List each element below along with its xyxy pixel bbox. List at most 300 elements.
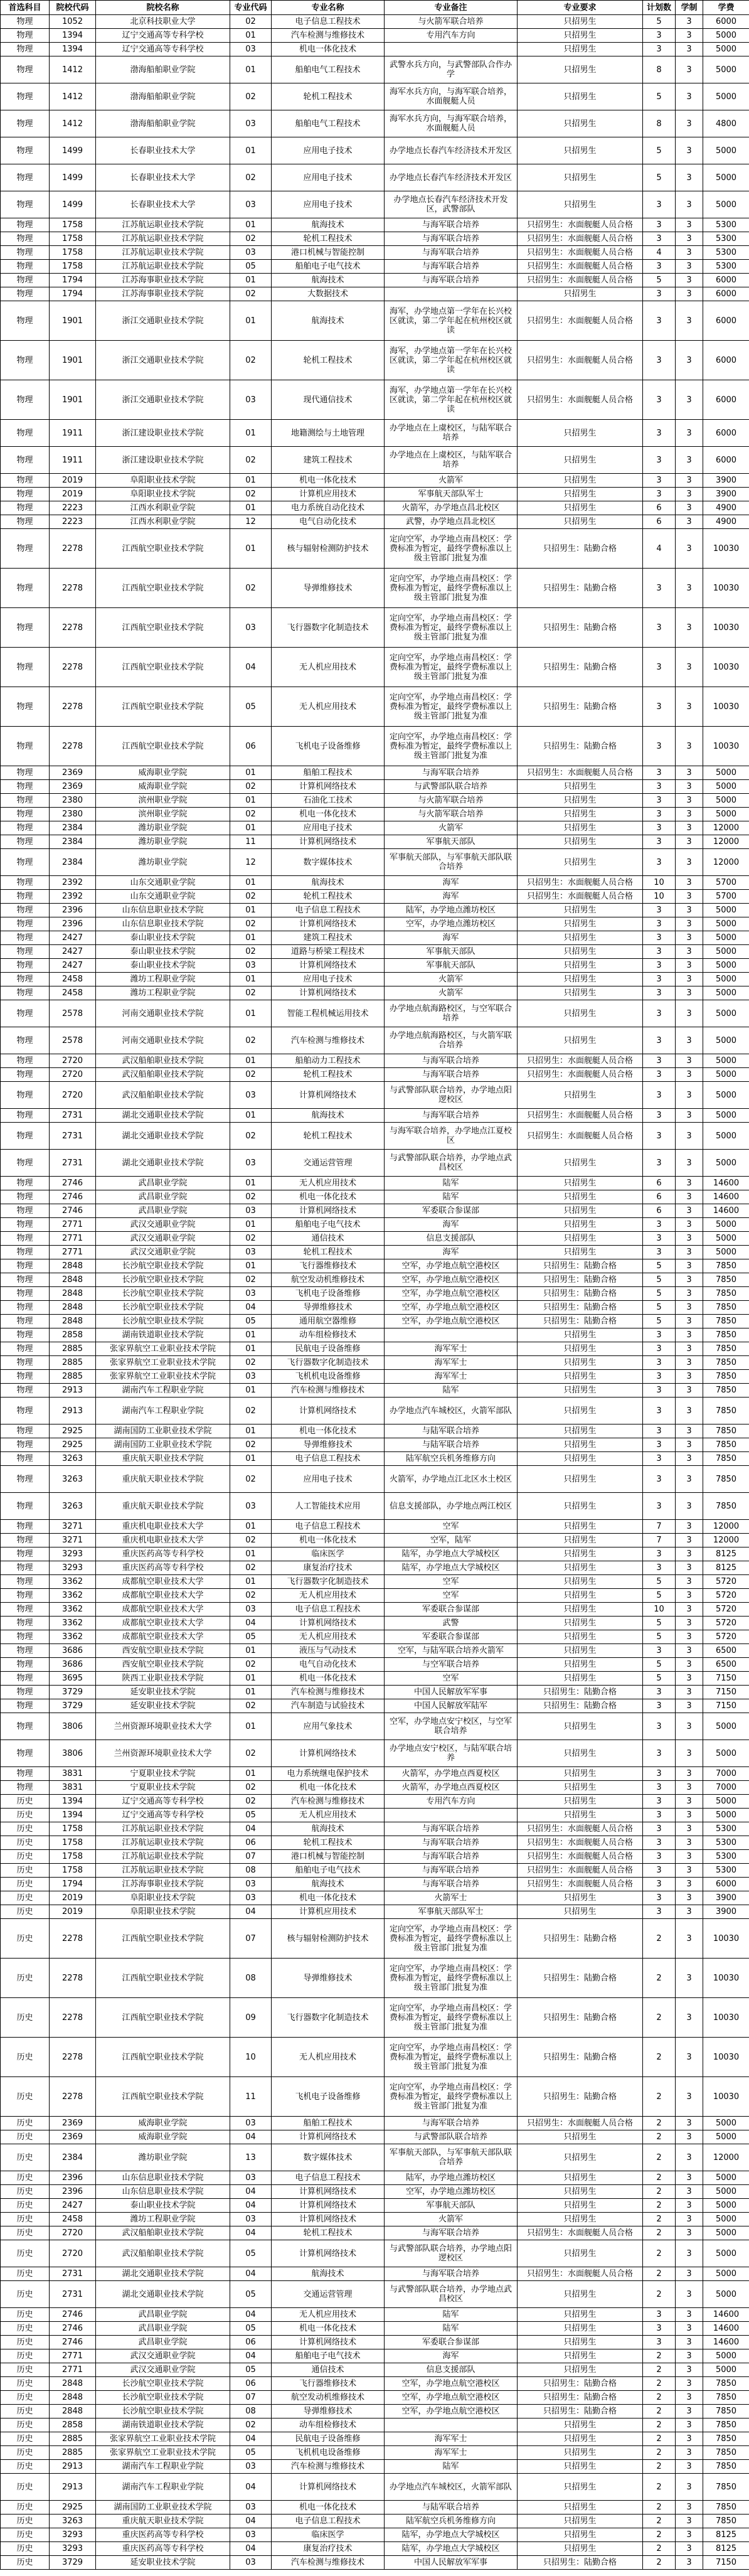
cell-major-requirement: 只招男生：陆勤合格 <box>518 1998 643 2038</box>
cell-duration: 3 <box>676 43 703 56</box>
cell-major-code: 01 <box>230 1452 272 1466</box>
cell-major-requirement: 只招男生：陆勤合格 <box>518 727 643 766</box>
cell-school-name: 浙江交通职业技术学院 <box>96 301 230 341</box>
cell-major-requirement: 只招男生 <box>518 1561 643 1575</box>
cell-subject: 历史 <box>1 2322 50 2336</box>
cell-tuition: 7850 <box>703 1287 749 1301</box>
cell-school-name: 武汉船舶职业技术学院 <box>96 1054 230 1068</box>
cell-tuition: 7850 <box>703 2377 749 2391</box>
cell-major-code: 02 <box>230 1398 272 1424</box>
cell-major-code: 01 <box>230 218 272 232</box>
cell-duration: 3 <box>676 1398 703 1424</box>
cell-major-note <box>385 43 518 56</box>
cell-duration: 3 <box>676 301 703 341</box>
cell-school-code: 1794 <box>50 274 96 287</box>
table-row <box>1 2515 749 2528</box>
cell-major-code: 12 <box>230 515 272 529</box>
cell-school-code: 2771 <box>50 1218 96 1232</box>
cell-tuition: 5000 <box>703 2226 749 2240</box>
cell-major-name: 机电一体化技术 <box>272 43 385 56</box>
cell-major-note: 定向空军，办学地点南昌校区：学费标准为暂定，最终学费标准以上级主管部门批复为准 <box>385 529 518 569</box>
cell-major-note: 定向空军，办学地点南昌校区：学费标准为暂定，最终学费标准以上级主管部门批复为准 <box>385 727 518 766</box>
cell-school-name: 江西航空职业技术学院 <box>96 608 230 648</box>
cell-major-code: 05 <box>230 1315 272 1328</box>
cell-subject: 物理 <box>1 1781 50 1795</box>
table-row <box>1 727 749 766</box>
cell-major-note: 火箭军，办学地点西夏校区 <box>385 1781 518 1795</box>
cell-major-code: 13 <box>230 2144 272 2171</box>
cell-subject: 物理 <box>1 232 50 246</box>
cell-school-code: 2771 <box>50 2363 96 2377</box>
cell-school-code: 2720 <box>50 1054 96 1068</box>
table-row <box>1 501 749 515</box>
cell-major-code: 03 <box>230 1150 272 1177</box>
cell-plan-count: 3 <box>643 727 676 766</box>
cell-major-requirement: 只招男生 <box>518 287 643 301</box>
cell-school-name: 江西航空职业技术学院 <box>96 569 230 608</box>
cell-major-code: 08 <box>230 2405 272 2418</box>
cell-major-requirement: 只招男生 <box>518 2501 643 2515</box>
cell-tuition: 7850 <box>703 2474 749 2501</box>
cell-plan-count: 2 <box>643 2185 676 2199</box>
cell-subject: 物理 <box>1 648 50 687</box>
cell-school-code: 3729 <box>50 1686 96 1699</box>
cell-tuition: 5000 <box>703 56 749 83</box>
table-row <box>1 164 749 191</box>
cell-major-note: 空军 <box>385 1520 518 1534</box>
cell-subject: 历史 <box>1 1878 50 1891</box>
cell-major-code: 01 <box>230 1342 272 1356</box>
cell-plan-count: 3 <box>643 1109 676 1123</box>
cell-major-requirement: 只招男生：陆勤合格 <box>518 1301 643 1315</box>
cell-major-name: 船舶动力工程技术 <box>272 1054 385 1068</box>
cell-duration: 3 <box>676 2501 703 2515</box>
cell-subject: 历史 <box>1 2528 50 2542</box>
cell-tuition: 7850 <box>703 2418 749 2432</box>
cell-school-name: 湖南铁道职业技术学院 <box>96 2418 230 2432</box>
cell-major-name: 汽车检测与维修技术 <box>272 1795 385 1809</box>
cell-school-name: 江西航空职业技术学院 <box>96 648 230 687</box>
cell-major-requirement: 只招男生 <box>518 1547 643 1561</box>
cell-plan-count: 3 <box>643 973 676 986</box>
cell-major-note: 与海军联合培养 <box>385 2226 518 2240</box>
cell-tuition: 7850 <box>703 2446 749 2460</box>
cell-major-name: 轮机工程技术 <box>272 1123 385 1150</box>
cell-tuition: 7150 <box>703 1699 749 1713</box>
cell-plan-count: 3 <box>643 260 676 274</box>
cell-major-code: 04 <box>230 2199 272 2213</box>
cell-major-code: 02 <box>230 945 272 959</box>
cell-major-note: 海军 <box>385 931 518 945</box>
cell-school-name: 延安职业技术学院 <box>96 1699 230 1713</box>
cell-duration: 3 <box>676 2322 703 2336</box>
cell-major-requirement: 只招男生 <box>518 137 643 164</box>
cell-school-code: 1052 <box>50 15 96 29</box>
table-row <box>1 569 749 608</box>
cell-major-requirement: 只招男生 <box>518 1603 643 1617</box>
cell-school-name: 重庆医药高等专科学校 <box>96 1547 230 1561</box>
cell-duration: 3 <box>676 608 703 648</box>
cell-tuition: 5000 <box>703 780 749 794</box>
cell-school-name: 武汉交通职业学院 <box>96 2363 230 2377</box>
cell-school-name: 陕西工业职业技术学院 <box>96 1672 230 1686</box>
cell-major-code: 01 <box>230 301 272 341</box>
cell-plan-count: 3 <box>643 2322 676 2336</box>
cell-plan-count: 2 <box>643 2556 676 2570</box>
cell-plan-count: 2 <box>643 2542 676 2556</box>
cell-major-code: 01 <box>230 529 272 569</box>
cell-major-code: 03 <box>230 43 272 56</box>
cell-subject: 物理 <box>1 1452 50 1466</box>
cell-major-name: 动车组检修技术 <box>272 1328 385 1342</box>
cell-school-code: 3362 <box>50 1589 96 1603</box>
cell-school-code: 2731 <box>50 1150 96 1177</box>
cell-major-code: 01 <box>230 766 272 780</box>
header-row <box>1 1 749 15</box>
cell-school-code: 3686 <box>50 1658 96 1672</box>
cell-tuition: 5300 <box>703 1864 749 1878</box>
cell-major-requirement: 只招男生 <box>518 2418 643 2432</box>
cell-school-name: 辽宁交通高等专科学校 <box>96 43 230 56</box>
cell-subject: 物理 <box>1 917 50 931</box>
cell-duration: 3 <box>676 2377 703 2391</box>
cell-tuition: 8125 <box>703 2528 749 2542</box>
cell-plan-count: 3 <box>643 1836 676 1850</box>
cell-tuition: 5000 <box>703 1150 749 1177</box>
cell-tuition: 5000 <box>703 2130 749 2144</box>
cell-major-name: 现代通信技术 <box>272 380 385 420</box>
cell-duration: 3 <box>676 1287 703 1301</box>
cell-school-name: 重庆航天职业技术学院 <box>96 1452 230 1466</box>
cell-school-name: 江西航空职业技术学院 <box>96 687 230 727</box>
cell-school-code: 3271 <box>50 1520 96 1534</box>
cell-major-requirement: 只招男生 <box>518 2144 643 2171</box>
cell-subject: 物理 <box>1 1561 50 1575</box>
cell-school-code: 3263 <box>50 1452 96 1466</box>
cell-school-code: 3293 <box>50 1547 96 1561</box>
cell-major-note: 陆军航空兵机务维修方向 <box>385 2515 518 2528</box>
table-row <box>1 2432 749 2446</box>
cell-major-code: 03 <box>230 2501 272 2515</box>
table-row <box>1 1561 749 1575</box>
cell-tuition: 5000 <box>703 2349 749 2363</box>
cell-major-requirement: 只招男生 <box>518 1713 643 1740</box>
cell-subject: 历史 <box>1 2515 50 2528</box>
cell-major-note: 中国人民解放军军事 <box>385 1686 518 1699</box>
cell-plan-count: 3 <box>643 687 676 727</box>
cell-major-requirement: 只招男生 <box>518 2432 643 2446</box>
table-row <box>1 821 749 835</box>
cell-major-requirement: 只招男生 <box>518 1424 643 1438</box>
cell-major-note: 火箭军，办学地点西夏校区 <box>385 1767 518 1781</box>
cell-school-code: 3729 <box>50 2556 96 2570</box>
header-major-requirement: 专业要求 <box>518 1 643 15</box>
cell-major-requirement: 只招男生 <box>518 2336 643 2349</box>
cell-major-requirement: 只招男生 <box>518 2363 643 2377</box>
cell-tuition: 5300 <box>703 218 749 232</box>
cell-major-requirement: 只招男生 <box>518 110 643 137</box>
table-row <box>1 945 749 959</box>
cell-tuition: 12000 <box>703 849 749 876</box>
cell-school-name: 武昌职业学院 <box>96 1177 230 1190</box>
cell-duration: 3 <box>676 1534 703 1547</box>
cell-major-name: 航海技术 <box>272 1109 385 1123</box>
header-school-code: 院校代码 <box>50 1 96 15</box>
cell-tuition: 5000 <box>703 83 749 110</box>
cell-school-code: 2427 <box>50 959 96 973</box>
cell-school-code: 2384 <box>50 849 96 876</box>
cell-school-code: 2278 <box>50 529 96 569</box>
cell-tuition: 7000 <box>703 1781 749 1795</box>
cell-subject: 物理 <box>1 1123 50 1150</box>
cell-school-name: 渤海船舶职业学院 <box>96 56 230 83</box>
cell-subject: 历史 <box>1 2556 50 2570</box>
cell-plan-count: 3 <box>643 986 676 1000</box>
cell-major-requirement: 只招男生 <box>518 1534 643 1547</box>
table-row <box>1 1328 749 1342</box>
cell-duration: 3 <box>676 986 703 1000</box>
cell-major-note: 与海军联合培养 <box>385 218 518 232</box>
cell-major-name: 无人机应用技术 <box>272 1809 385 1822</box>
cell-major-name: 导弹维修技术 <box>272 1438 385 1452</box>
cell-subject: 历史 <box>1 1959 50 1998</box>
cell-major-code: 01 <box>230 137 272 164</box>
cell-plan-count: 4 <box>643 529 676 569</box>
cell-major-code: 09 <box>230 1998 272 2038</box>
cell-school-name: 江西航空职业技术学院 <box>96 2077 230 2117</box>
cell-major-requirement: 只招男生：水面舰艇人员合格 <box>518 1109 643 1123</box>
cell-major-note: 海军 <box>385 890 518 904</box>
cell-school-name: 武汉交通职业学院 <box>96 1246 230 1259</box>
cell-major-note: 陆军 <box>385 2322 518 2336</box>
cell-duration: 3 <box>676 931 703 945</box>
cell-major-code: 03 <box>230 959 272 973</box>
cell-plan-count: 10 <box>643 890 676 904</box>
cell-duration: 3 <box>676 1259 703 1273</box>
cell-major-requirement: 只招男生 <box>518 1356 643 1370</box>
cell-tuition: 7850 <box>703 1466 749 1493</box>
cell-school-code: 2720 <box>50 1082 96 1109</box>
cell-major-note: 与陆军联合培养 <box>385 2501 518 2515</box>
cell-major-note: 定向空军，办学地点南昌校区：学费标准为暂定，最终学费标准以上级主管部门批复为准 <box>385 2038 518 2077</box>
cell-subject: 历史 <box>1 2117 50 2130</box>
cell-major-note: 信息支援部队 <box>385 1232 518 1246</box>
cell-major-requirement: 只招男生：陆勤合格 <box>518 608 643 648</box>
table-row <box>1 1315 749 1328</box>
cell-major-code: 03 <box>230 2556 272 2570</box>
cell-subject: 历史 <box>1 1905 50 1919</box>
cell-school-code: 2746 <box>50 2308 96 2322</box>
cell-plan-count: 3 <box>643 1452 676 1466</box>
cell-major-code: 02 <box>230 447 272 474</box>
cell-school-code: 2913 <box>50 2474 96 2501</box>
cell-major-code: 03 <box>230 2213 272 2226</box>
cell-tuition: 5000 <box>703 945 749 959</box>
table-row <box>1 1658 749 1672</box>
table-row <box>1 474 749 488</box>
cell-school-code: 2746 <box>50 2322 96 2336</box>
table-row <box>1 2528 749 2542</box>
cell-subject: 物理 <box>1 1328 50 1342</box>
cell-major-code: 05 <box>230 2363 272 2377</box>
cell-plan-count: 2 <box>643 2515 676 2528</box>
cell-major-note: 海军 <box>385 876 518 890</box>
table-row <box>1 29 749 43</box>
cell-plan-count: 3 <box>643 1246 676 1259</box>
cell-school-code: 2731 <box>50 1123 96 1150</box>
cell-tuition: 5000 <box>703 1027 749 1054</box>
cell-subject: 物理 <box>1 1575 50 1589</box>
cell-major-requirement: 只招男生 <box>518 1218 643 1232</box>
cell-major-note: 陆军，办学地点大学城校区 <box>385 2528 518 2542</box>
cell-school-name: 张家界航空工业职业技术学院 <box>96 1356 230 1370</box>
cell-tuition: 6000 <box>703 420 749 447</box>
cell-major-name: 无人机应用技术 <box>272 2038 385 2077</box>
cell-major-note <box>385 2418 518 2432</box>
cell-major-requirement: 只招男生：水面舰艇人员合格 <box>518 2226 643 2240</box>
cell-school-name: 长春职业技术大学 <box>96 191 230 218</box>
cell-subject: 物理 <box>1 29 50 43</box>
cell-major-code: 01 <box>230 973 272 986</box>
cell-tuition: 5300 <box>703 260 749 274</box>
cell-major-code: 07 <box>230 2391 272 2405</box>
cell-subject: 物理 <box>1 43 50 56</box>
cell-major-note: 与海军联合培养 <box>385 232 518 246</box>
cell-major-requirement: 只招男生 <box>518 1891 643 1905</box>
cell-subject: 物理 <box>1 890 50 904</box>
cell-school-name: 阜阳职业技术学院 <box>96 1905 230 1919</box>
cell-major-code: 02 <box>230 1466 272 1493</box>
cell-major-code: 06 <box>230 727 272 766</box>
cell-tuition: 7000 <box>703 1767 749 1781</box>
table-row <box>1 1864 749 1878</box>
cell-major-code: 04 <box>230 2226 272 2240</box>
cell-duration: 3 <box>676 2405 703 2418</box>
cell-subject: 物理 <box>1 727 50 766</box>
cell-tuition: 7850 <box>703 1493 749 1520</box>
cell-subject: 物理 <box>1 808 50 821</box>
cell-subject: 物理 <box>1 488 50 501</box>
cell-school-name: 湖南国防工业职业技术学院 <box>96 1438 230 1452</box>
cell-major-code: 05 <box>230 2446 272 2460</box>
header-subject: 首选科目 <box>1 1 50 15</box>
cell-major-requirement: 只招男生：陆勤合格 <box>518 1699 643 1713</box>
cell-duration: 3 <box>676 1315 703 1328</box>
table-row <box>1 780 749 794</box>
cell-duration: 3 <box>676 1123 703 1150</box>
cell-school-name: 重庆机电职业技术大学 <box>96 1520 230 1534</box>
cell-major-name: 航海技术 <box>272 274 385 287</box>
header-major-name: 专业名称 <box>272 1 385 15</box>
cell-major-name: 电子信息工程技术 <box>272 2515 385 2528</box>
cell-school-name: 威海职业学院 <box>96 780 230 794</box>
cell-duration: 3 <box>676 945 703 959</box>
cell-subject: 历史 <box>1 2226 50 2240</box>
cell-major-note: 火箭军 <box>385 973 518 986</box>
cell-school-name: 江西航空职业技术学院 <box>96 727 230 766</box>
table-row <box>1 1082 749 1109</box>
cell-duration: 3 <box>676 232 703 246</box>
cell-school-name: 张家界航空工业职业技术学院 <box>96 1370 230 1384</box>
cell-subject: 物理 <box>1 687 50 727</box>
cell-subject: 物理 <box>1 191 50 218</box>
cell-major-note: 武警 <box>385 1617 518 1630</box>
cell-subject: 历史 <box>1 2460 50 2474</box>
cell-major-requirement: 只招男生：陆勤合格 <box>518 2377 643 2391</box>
cell-tuition: 5000 <box>703 1713 749 1740</box>
cell-school-name: 湖南国防工业职业技术学院 <box>96 2501 230 2515</box>
table-row <box>1 15 749 29</box>
cell-major-code: 01 <box>230 1384 272 1398</box>
cell-school-code: 3729 <box>50 1699 96 1713</box>
cell-major-name: 计算机网络技术 <box>272 1082 385 1109</box>
cell-major-note: 与海军联合培养 <box>385 1068 518 1082</box>
cell-major-name: 建筑工程技术 <box>272 931 385 945</box>
table-row <box>1 2446 749 2460</box>
table-row <box>1 1452 749 1466</box>
cell-major-name: 导弹维修技术 <box>272 569 385 608</box>
cell-plan-count: 5 <box>643 1259 676 1273</box>
cell-school-name: 长沙航空职业技术学院 <box>96 2391 230 2405</box>
cell-major-code: 02 <box>230 1795 272 1809</box>
table-row <box>1 1878 749 1891</box>
cell-duration: 3 <box>676 488 703 501</box>
cell-subject: 历史 <box>1 2418 50 2432</box>
cell-tuition: 7150 <box>703 1672 749 1686</box>
table-row <box>1 2336 749 2349</box>
table-row <box>1 2363 749 2377</box>
table-row <box>1 1534 749 1547</box>
cell-major-note: 武警水兵方向，与武警部队合作办学 <box>385 56 518 83</box>
cell-major-note: 海军军士 <box>385 1356 518 1370</box>
cell-school-name: 成都航空职业技术大学 <box>96 1603 230 1617</box>
cell-subject: 历史 <box>1 2432 50 2446</box>
cell-duration: 3 <box>676 2267 703 2281</box>
cell-school-code: 1758 <box>50 1850 96 1864</box>
cell-major-name: 民航电子设备维修 <box>272 1342 385 1356</box>
cell-major-name: 飞行器数字化制造技术 <box>272 1575 385 1589</box>
cell-tuition: 14600 <box>703 1190 749 1204</box>
cell-major-name: 计算机网络技术 <box>272 1204 385 1218</box>
cell-tuition: 5000 <box>703 2185 749 2199</box>
table-row <box>1 648 749 687</box>
cell-duration: 3 <box>676 2199 703 2213</box>
cell-school-name: 长沙航空职业技术学院 <box>96 2377 230 2391</box>
cell-plan-count: 5 <box>643 164 676 191</box>
cell-subject: 历史 <box>1 1864 50 1878</box>
cell-tuition: 5000 <box>703 808 749 821</box>
cell-school-code: 2848 <box>50 1287 96 1301</box>
cell-tuition: 5000 <box>703 1246 749 1259</box>
cell-major-name: 通信技术 <box>272 2363 385 2377</box>
cell-plan-count: 2 <box>643 2144 676 2171</box>
cell-major-note: 与武警部队联合培养，办学地点阳逻校区 <box>385 1082 518 1109</box>
cell-subject: 物理 <box>1 1218 50 1232</box>
cell-plan-count: 3 <box>643 1356 676 1370</box>
cell-school-name: 宁夏职业技术学院 <box>96 1767 230 1781</box>
cell-tuition: 7850 <box>703 1398 749 1424</box>
cell-major-requirement: 只招男生 <box>518 1027 643 1054</box>
cell-major-name: 轮机工程技术 <box>272 232 385 246</box>
cell-tuition: 5700 <box>703 876 749 890</box>
cell-major-code: 06 <box>230 2336 272 2349</box>
cell-tuition: 10030 <box>703 687 749 727</box>
cell-tuition: 10030 <box>703 727 749 766</box>
cell-tuition: 5000 <box>703 1109 749 1123</box>
cell-school-name: 江西水利职业学院 <box>96 501 230 515</box>
cell-school-code: 2771 <box>50 1232 96 1246</box>
cell-major-code: 01 <box>230 1424 272 1438</box>
